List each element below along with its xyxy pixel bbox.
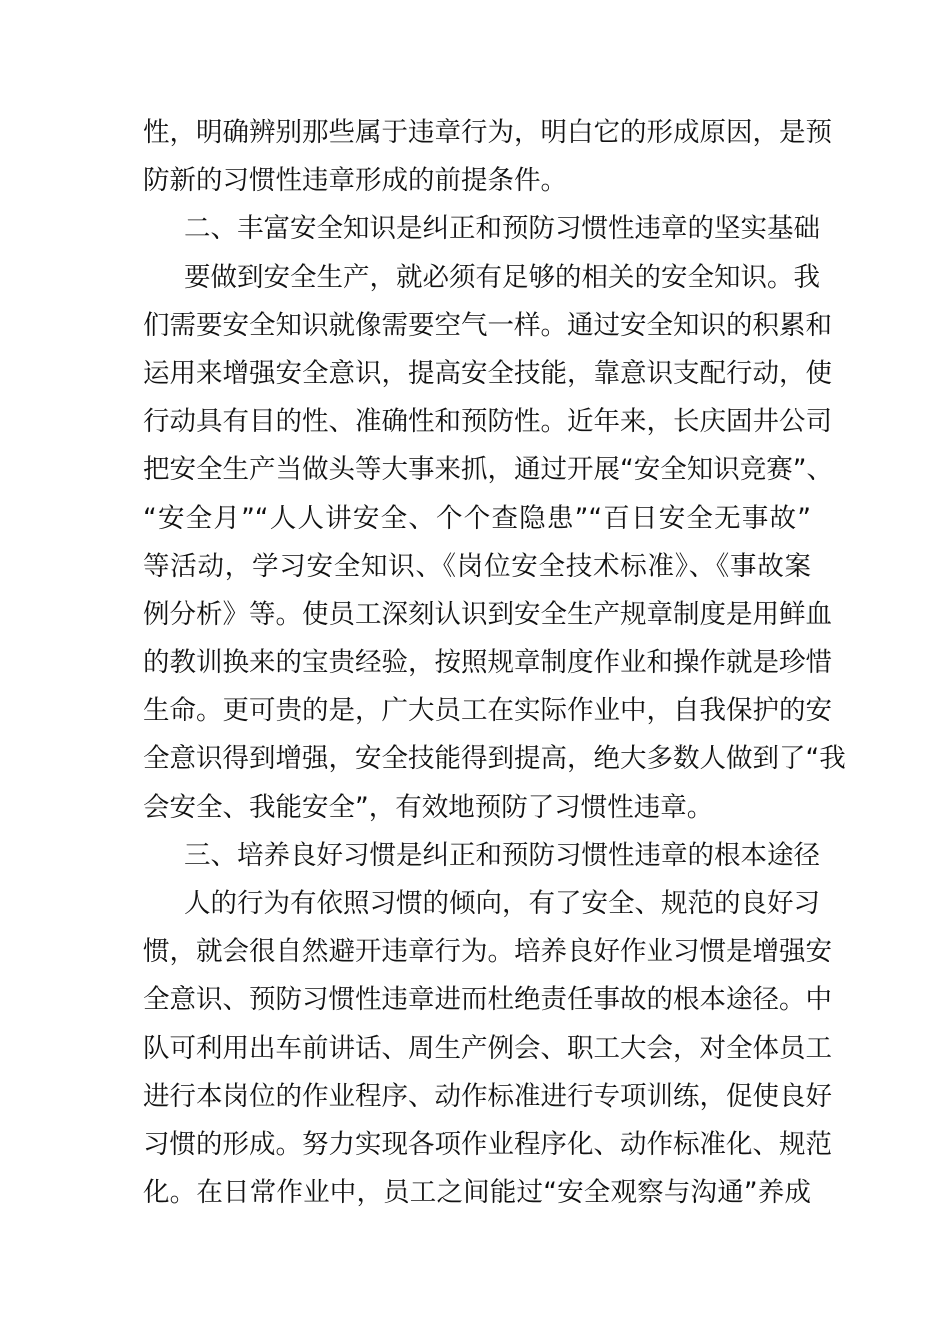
- text-line: 全意识得到增强，安全技能得到提高，绝大多数人做到了“我: [143, 743, 846, 775]
- text-line: 性，明确辨别那些属于违章行为，明白它的形成原因，是预: [143, 117, 832, 148]
- text-line: 运用来增强安全意识，提高安全技能，靠意识支配行动，使: [143, 357, 832, 389]
- text-line: 行动具有目的性、准确性和预防性。近年来，长庆固井公司: [143, 406, 832, 438]
- section-heading: 三、培养良好习惯是纠正和预防习惯性违章的根本途径: [184, 839, 820, 871]
- text-line: 会安全、我能安全”，有效地预防了习惯性违章。: [143, 791, 714, 823]
- text-line: 化。在日常作业中，员工之间能过“安全观察与沟通”养成: [143, 1177, 811, 1209]
- text-line: 例分析》等。使员工深刻认识到安全生产规章制度是用鲜血: [143, 598, 832, 630]
- text-line: 生命。更可贵的是，广大员工在实际作业中，自我保护的安: [143, 695, 832, 727]
- text-line: 队可利用出车前讲话、周生产例会、职工大会，对全体员工: [143, 1032, 832, 1064]
- text-line: 等活动，学习安全知识、《岗位安全技术标准》、《事故案: [143, 550, 811, 582]
- text-line: 的教训换来的宝贵经验，按照规章制度作业和操作就是珍惜: [143, 647, 832, 679]
- text-line: 防新的习惯性违章形成的前提条件。: [143, 165, 567, 197]
- text-line: 要做到安全生产，就必须有足够的相关的安全知识。我: [184, 261, 820, 293]
- text-line: 全意识、预防习惯性违章进而杜绝责任事故的根本途径。中: [143, 984, 832, 1016]
- text-line: “安全月”“人人讲安全、个个查隐患”“百日安全无事故”: [143, 502, 811, 534]
- text-line: 们需要安全知识就像需要空气一样。通过安全知识的积累和: [143, 309, 832, 341]
- text-line: 把安全生产当做头等大事来抓，通过开展“安全知识竞赛”、: [143, 454, 833, 486]
- section-heading: 二、丰富安全知识是纠正和预防习惯性违章的坚实基础: [184, 213, 820, 245]
- text-line: 进行本岗位的作业程序、动作标准进行专项训练，促使良好: [143, 1080, 832, 1112]
- text-line: 人的行为有依照习惯的倾向，有了安全、规范的良好习: [184, 888, 820, 919]
- text-line: 习惯的形成。努力实现各项作业程序化、动作标准化、规范: [143, 1128, 832, 1160]
- text-line: 惯，就会很自然避开违章行为。培养良好作业习惯是增强安: [143, 936, 832, 968]
- body-text: [143, 109, 846, 1217]
